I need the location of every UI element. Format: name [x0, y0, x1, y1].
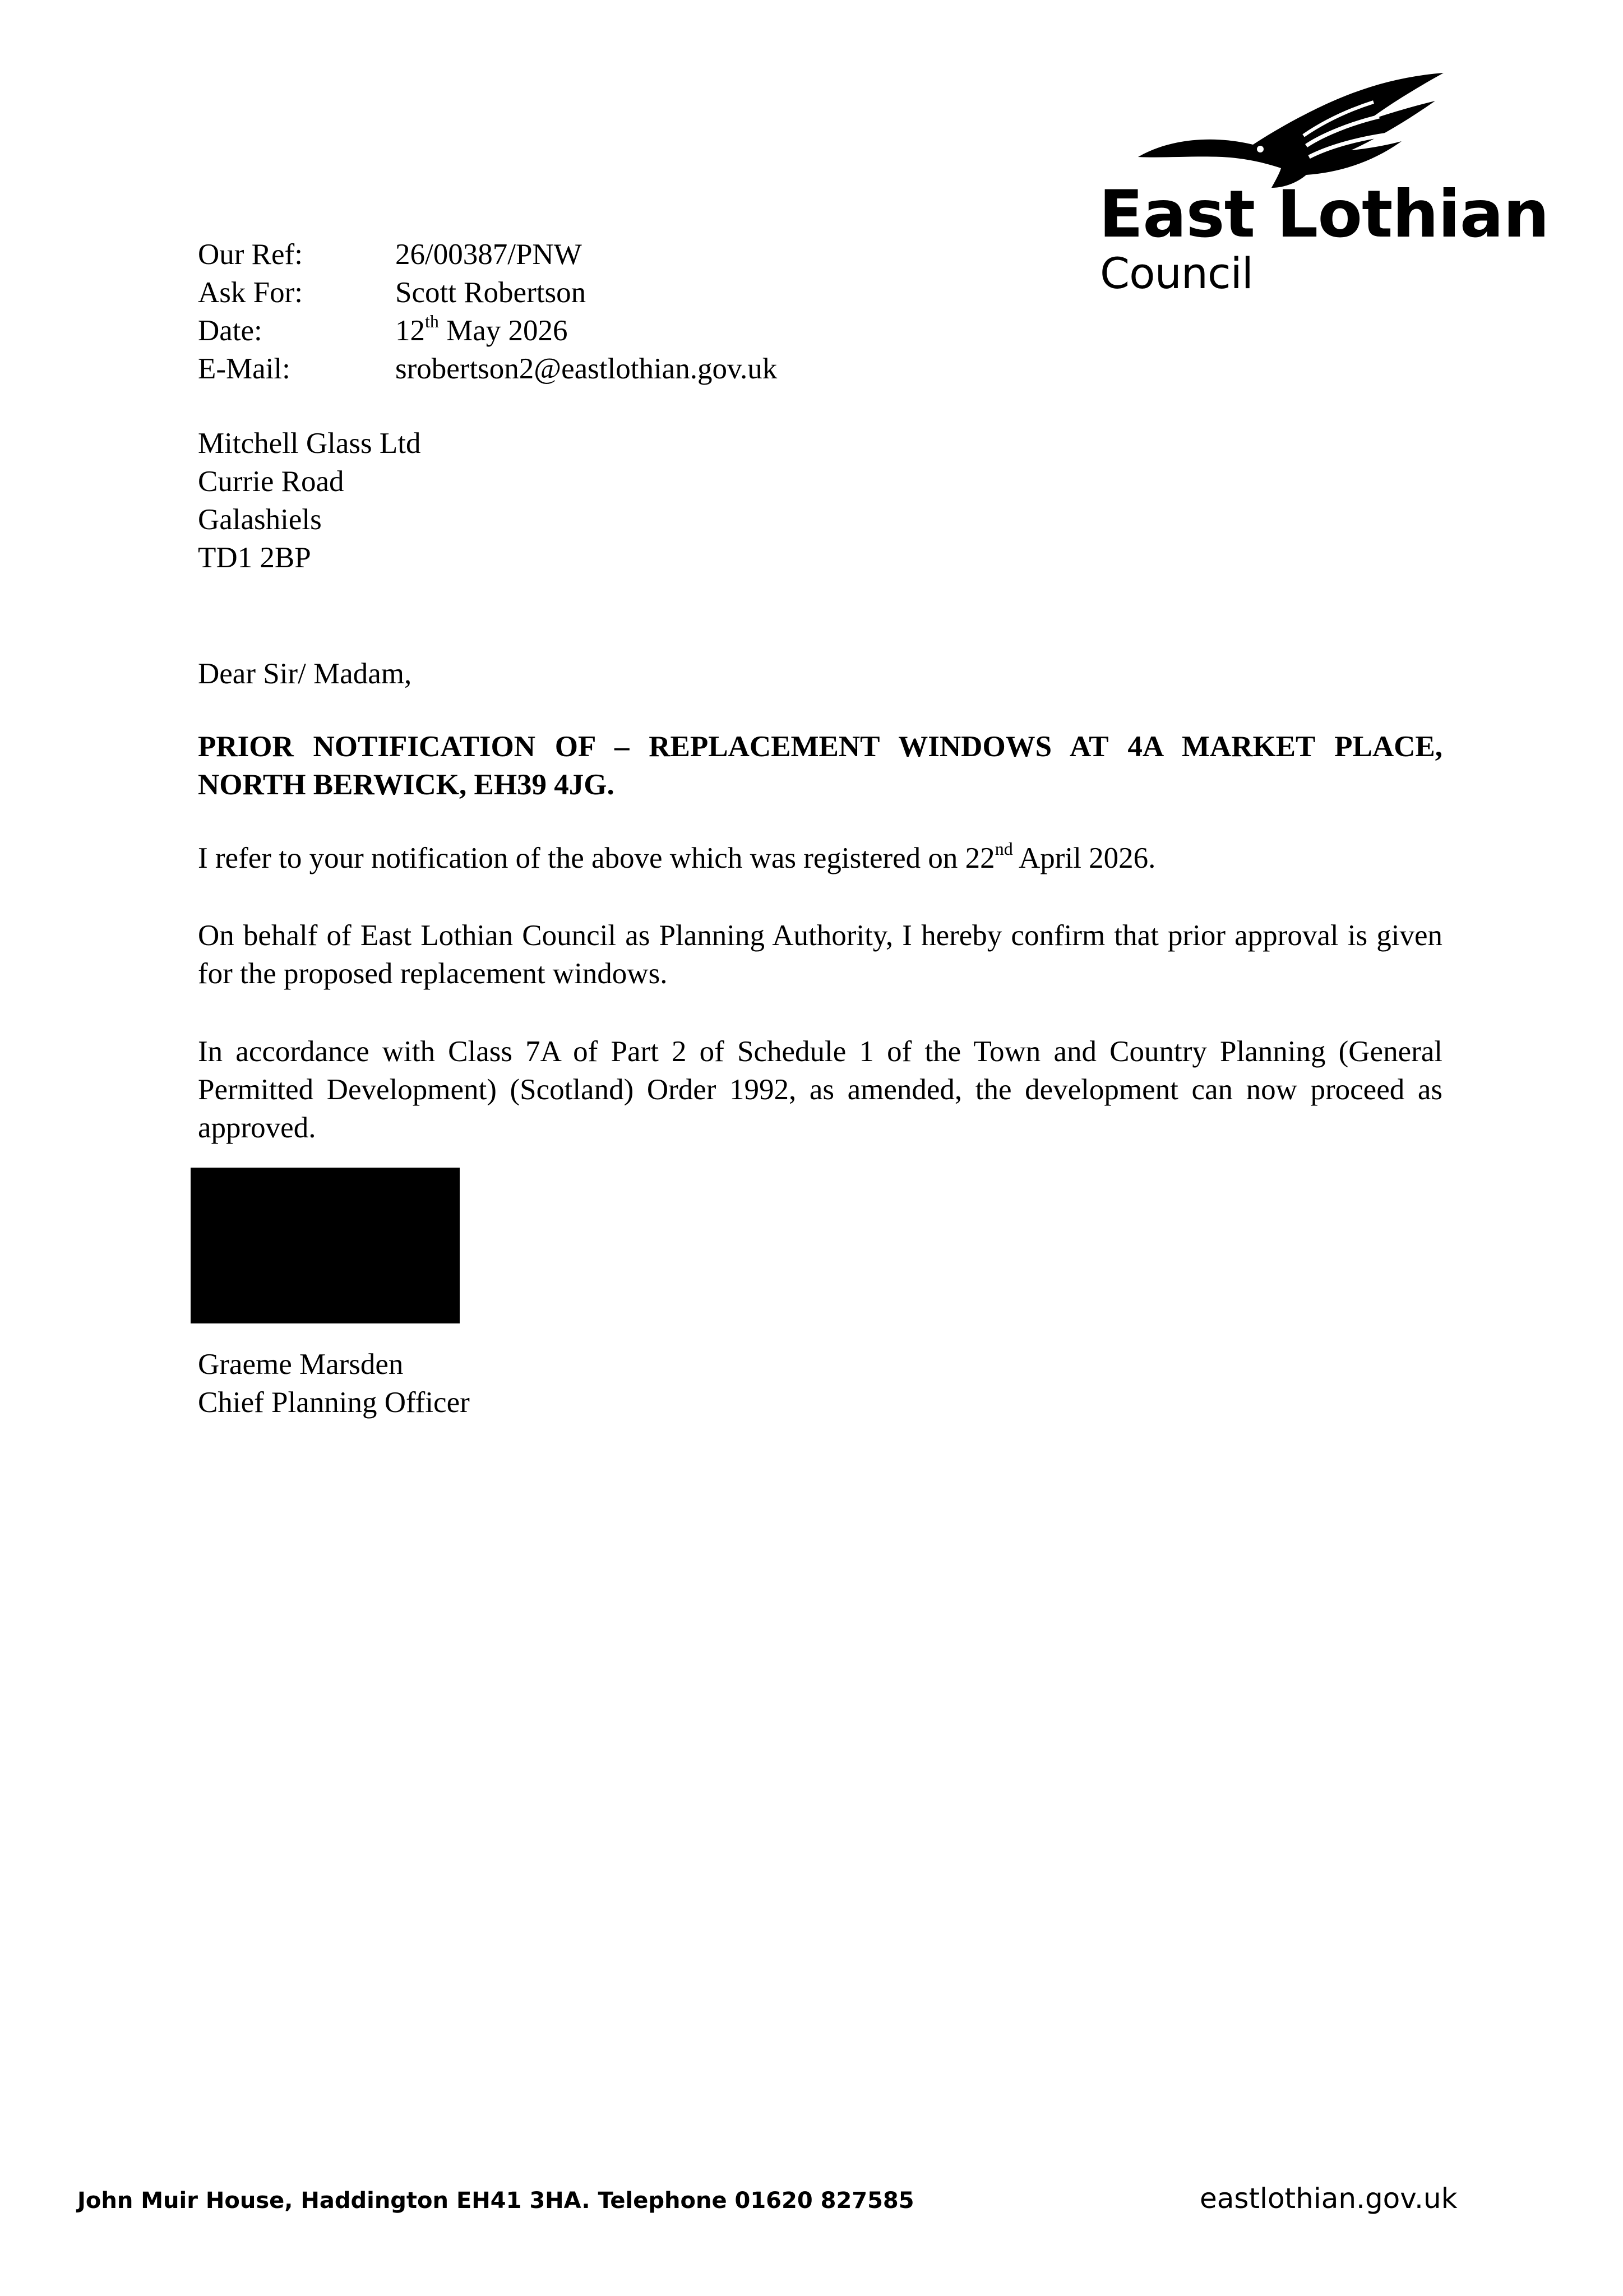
email-value: srobertson2@eastlothian.gov.uk: [395, 353, 778, 385]
p1-end: April 2026.: [1012, 842, 1156, 874]
p1-suffix: nd: [995, 839, 1013, 859]
ask-for-value: Scott Robertson: [395, 276, 586, 309]
date-value: [395, 312, 568, 350]
our-ref-value: 26/00387/PNW: [395, 238, 582, 271]
paragraph-approval: On behalf of East Lothian Council as Planning Authority, I hereby confirm that prior approval is given for the proposed replacement windows.: [198, 919, 1442, 990]
logo-subtitle: Council: [1100, 248, 1253, 298]
signatory-title: Chief Planning Officer: [198, 1386, 470, 1419]
address-line: Galashiels: [198, 503, 322, 536]
date-day: 12: [395, 314, 425, 347]
paragraph-accordance: In accordance with Class 7A of Part 2 of Schedule 1 of the Town and Country Planning (General Permitted Development) (Scotland) Order 1992, as amended, the development can now proceed as approved.: [198, 1035, 1442, 1144]
paragraph-registration: [198, 839, 1442, 877]
date-row: [198, 312, 777, 350]
address-line: TD1 2BP: [198, 541, 311, 574]
email-row: [198, 350, 777, 388]
redacted-signature: [191, 1168, 460, 1323]
letter-subject: PRIOR NOTIFICATION OF – REPLACEMENT WINDOWS AT 4A MARKET PLACE, NORTH BERWICK, EH39 4JG.: [198, 730, 1442, 801]
address-line: Currie Road: [198, 465, 344, 498]
address-line: Mitchell Glass Ltd: [198, 427, 421, 460]
email-label: E-Mail:: [198, 353, 290, 385]
our-ref-row: [198, 235, 777, 274]
footer-address: John Muir House, Haddington EH41 3HA. Telephone 01620 827585: [77, 2188, 914, 2214]
bird-logo-icon: [1138, 73, 1452, 191]
signoff: [198, 1345, 470, 1422]
footer-website[interactable]: eastlothian.gov.uk: [1200, 2182, 1458, 2215]
ask-for-row: [198, 274, 777, 312]
logo-name: East Lothian: [1099, 177, 1549, 252]
p1-start: I refer to your notification of the above which was registered on 22: [198, 842, 995, 874]
signatory-name: Graeme Marsden: [198, 1348, 404, 1381]
salutation: Dear Sir/ Madam,: [198, 658, 412, 690]
date-suffix: th: [425, 311, 439, 332]
our-ref-label: Our Ref:: [198, 238, 303, 271]
ask-for-label: Ask For:: [198, 276, 303, 309]
reference-block: [198, 235, 777, 388]
date-rest: May 2026: [438, 314, 568, 347]
recipient-address: [198, 424, 420, 577]
date-label: Date:: [198, 314, 262, 347]
council-logo: [1099, 73, 1549, 298]
